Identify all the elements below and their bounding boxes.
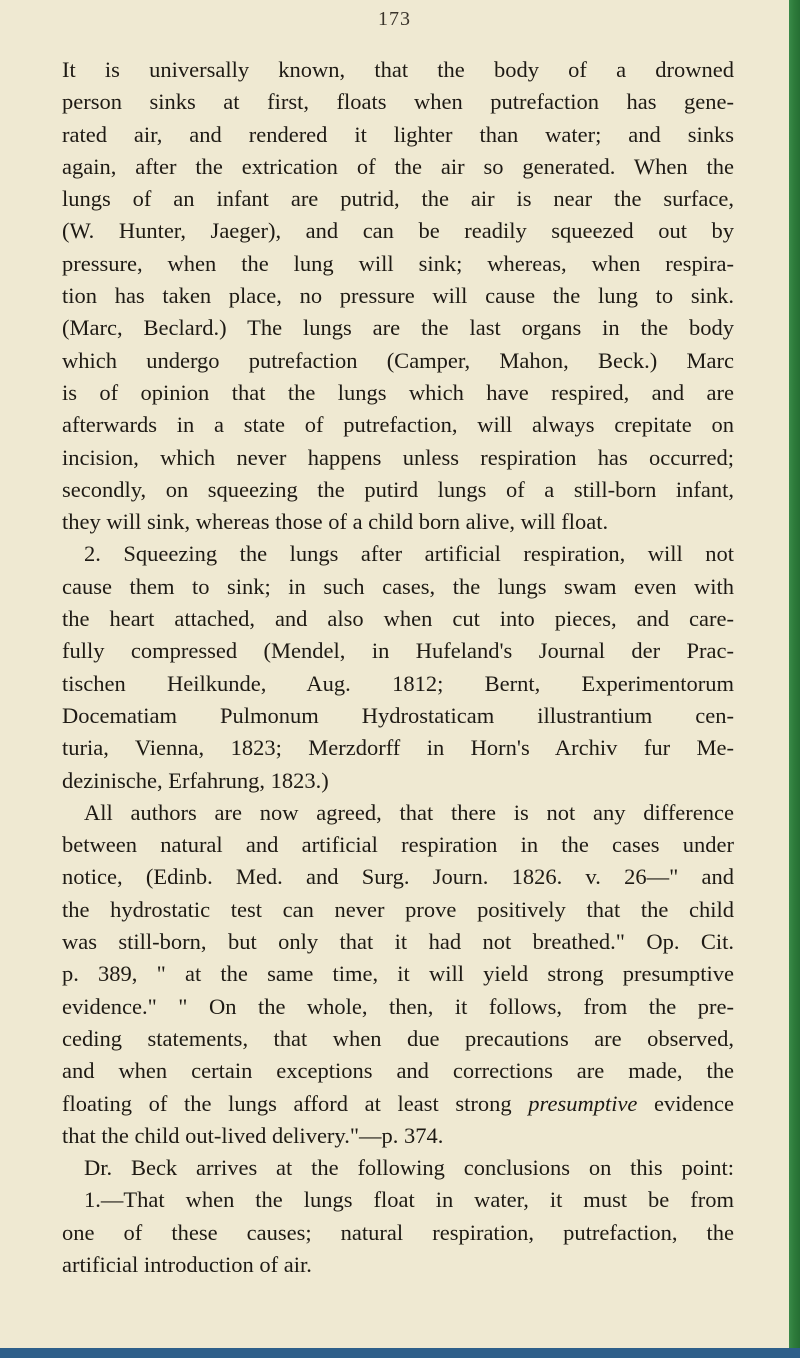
text-line: that the child out-lived delivery."—p. 374. (62, 1122, 444, 1148)
text-line: they will sink, whereas those of a child born alive, will float. (62, 509, 609, 535)
text-line: between natural and artificial respiration in the cases under (62, 832, 734, 858)
text-line: tion has taken place, no pressure will cause the lung to sink. (62, 283, 734, 309)
text-line: turia, Vienna, 1823; Merzdorff in Horn's Archiv fur Me- (62, 735, 734, 761)
text-line: and when certain exceptions and corrections are made, the (62, 1058, 734, 1084)
page-number: 173 (378, 8, 411, 30)
text-line: It is universally known, that the body of a drowned (62, 57, 734, 82)
bottom-scan-bar (0, 1348, 800, 1358)
text-line: 1.—That when the lungs float in water, it must be from (84, 1187, 734, 1213)
text-line: fully compressed (Mendel, in Hufeland's Journal der Prac- (62, 638, 734, 664)
text-line: afterwards in a state of putrefaction, will always crepitate on (62, 412, 734, 438)
text-line: rated air, and rendered it lighter than water; and sinks (62, 121, 734, 147)
text-line: secondly, on squeezing the putird lungs of a still-born infant, (62, 476, 734, 502)
text-line: (Marc, Beclard.) The lungs are the last organs in the body (62, 315, 734, 341)
text-line: tischen Heilkunde, Aug. 1812; Bernt, Experimentorum (62, 670, 734, 696)
text-line: cause them to sink; in such cases, the lungs swam even with (62, 573, 734, 599)
text-line: dezinische, Erfahrung, 1823.) (62, 767, 329, 793)
text-line: one of these causes; natural respiration, putrefaction, the (62, 1219, 734, 1245)
text-line: artificial introduction of air. (62, 1251, 312, 1277)
text-line: (W. Hunter, Jaeger), and can be readily squeezed out by (62, 218, 734, 244)
text-span: evidence (637, 1090, 734, 1116)
text-line: All authors are now agreed, that there is not any difference (84, 799, 734, 825)
text-line: notice, (Edinb. Med. and Surg. Journ. 1826. v. 26—" and (62, 864, 734, 890)
text-line: person sinks at first, floats when putrefaction has gene- (62, 89, 734, 115)
text-line: which undergo putrefaction (Camper, Mahon, Beck.) Marc (62, 347, 734, 373)
page-text (62, 54, 734, 1281)
text-line: Dr. Beck arrives at the following conclusions on this point: (84, 1155, 734, 1181)
text-line-emphasis (62, 1088, 734, 1120)
text-span: floating of the lungs afford at least strong (62, 1090, 529, 1116)
text-line: was still-born, but only that it had not breathed." Op. Cit. (62, 929, 734, 955)
text-line: is of opinion that the lungs which have respired, and are (62, 379, 734, 405)
text-line: again, after the extrication of the air so generated. When the (62, 153, 734, 179)
italic-word: presumptive (528, 1090, 638, 1116)
binding-edge (789, 0, 800, 1358)
text-line: pressure, when the lung will sink; whereas, when respira- (62, 250, 734, 276)
text-line: evidence." " On the whole, then, it follows, from the pre- (62, 993, 734, 1019)
text-line: 2. Squeezing the lungs after artificial respiration, will not (84, 541, 734, 567)
text-line: incision, which never happens unless respiration has occurred; (62, 444, 734, 470)
text-line: ceding statements, that when due precautions are observed, (62, 1025, 734, 1051)
text-line: Docematiam Pulmonum Hydrostaticam illustrantium cen- (62, 702, 734, 728)
text-line: lungs of an infant are putrid, the air is near the surface, (62, 186, 734, 212)
text-line: the hydrostatic test can never prove positively that the child (62, 896, 734, 922)
text-line: p. 389, " at the same time, it will yield strong presumptive (62, 961, 734, 987)
text-line: the heart attached, and also when cut into pieces, and care- (62, 606, 734, 632)
